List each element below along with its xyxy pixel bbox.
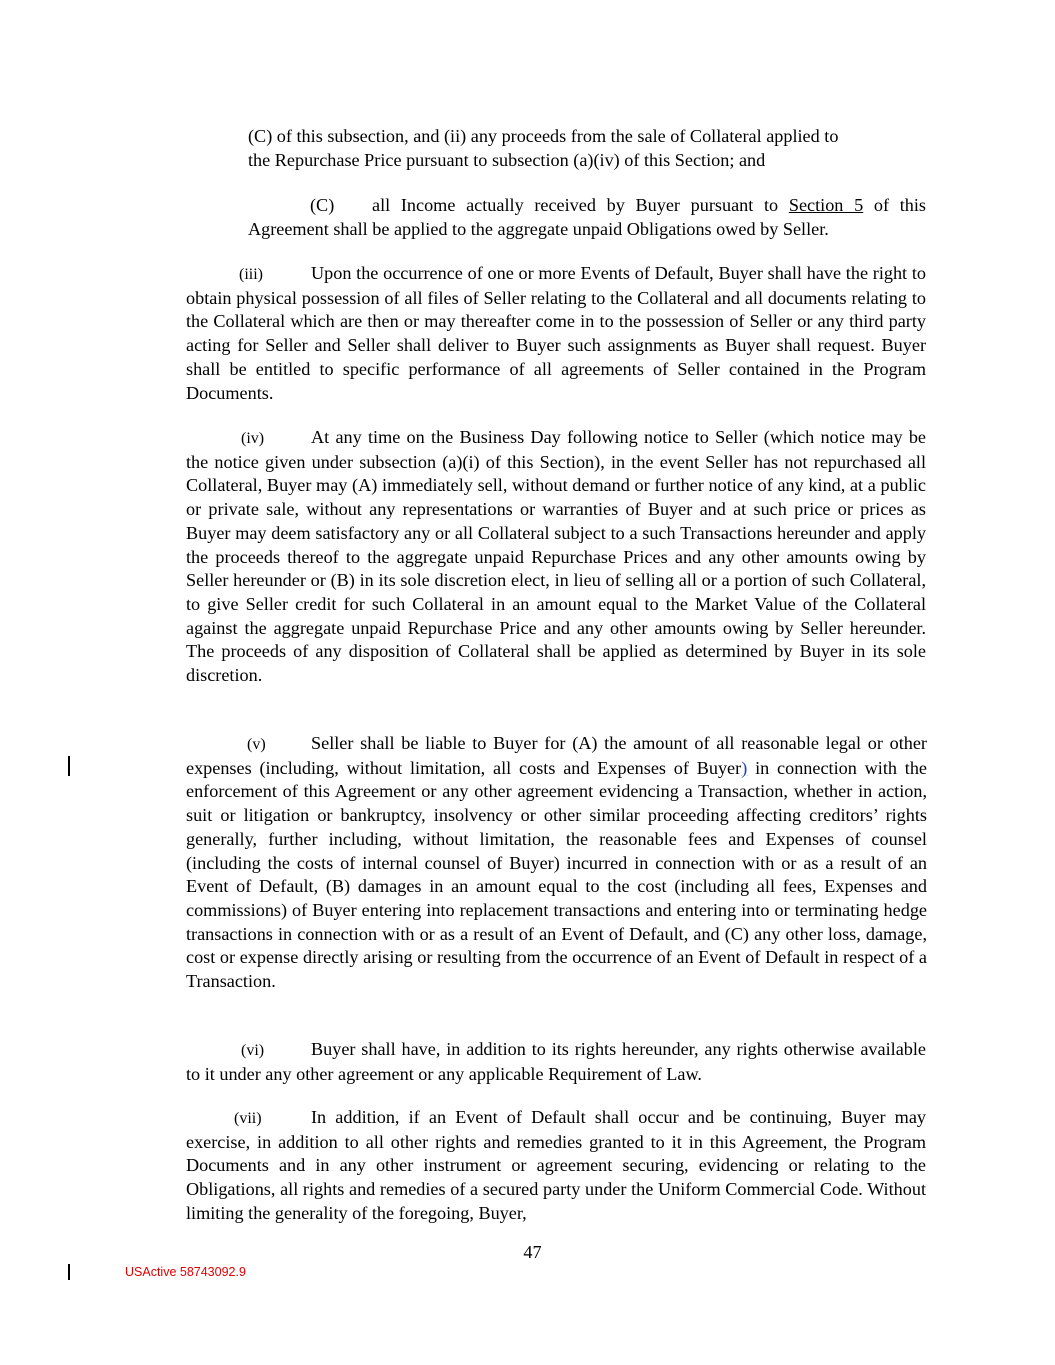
inserted-parenthesis: ) <box>741 757 748 778</box>
clause-iii-label: (iii) <box>239 266 263 283</box>
document-id-text: USActive 58743092.9 <box>125 1265 246 1279</box>
document-id-footer <box>125 1264 246 1280</box>
clause-iv-label: (iv) <box>241 430 265 447</box>
clause-vi <box>186 1038 926 1086</box>
clause-iv-text: At any time on the Business Day following notice to Seller (which notice may be the notice given under subsection (a)(i) of this Section), in the event Seller has not repurchased all Collateral, Buyer may (A) immediately sell, without demand or further notice of any kind, at a public or private sale, without any representations or warranties of Buyer and at such price or prices as Buyer may deem satisfactory any or all Collateral subject to a such Transactions hereunder and apply the proceeds thereof to the aggregate unpaid Repurchase Prices and any other amounts owing by Seller hereunder or (B) in its sole discretion elect, in lieu of selling all or a portion of such Collateral, to give Seller credit for such Collateral in an amount equal to the Market Value of the Collateral against the aggregate unpaid Repurchase Price and any other amounts owing by Seller hereunder. The proceeds of any disposition of Collateral shall be applied as determined by Buyer in its sole discretion. <box>186 427 926 686</box>
clause-c-text-before: all Income actually received by Buyer pursuant to <box>372 195 789 215</box>
continuation-paragraph <box>248 125 928 172</box>
clause-vii-text: In addition, if an Event of Default shall occur and be continuing, Buyer may exercise, in addition to all other rights and remedies granted to it in this Agreement, the Program Documents and in any other instrument or agreement securing, evidencing or relating to the Obligations, all rights and remedies of a secured party under the Uniform Commercial Code. Without limiting the generality of the foregoing, Buyer, <box>186 1107 926 1223</box>
clause-c-label: (C) <box>310 195 335 215</box>
clause-iii <box>186 262 926 405</box>
continuation-line-1: (C) of this subsection, and (ii) any proceeds from the sale of Collateral applied to <box>248 126 839 146</box>
clause-v-text-after: in connection with the enforcement of this Agreement or any other agreement evidencing a Transaction, whether in action, suit or litigation or bankruptcy, insolvency or other similar proceeding affecting creditors’ rights generally, further including, without limitation, the reasonable fees and Expenses of counsel (including the costs of internal counsel of Buyer) incurred in connection with or as a result of an Event of Default, (B) damages in an amount equal to the cost (including all fees, Expenses and commissions) of Buyer entering into replacement transactions and entering into or terminating hedge transactions in connection with or as a result of an Event of Default, and (C) any other loss, damage, cost or expense directly arising or resulting from the occurrence of an Event of Default in respect of a Transaction. <box>186 757 927 992</box>
page-number: 47 <box>523 1242 542 1262</box>
clause-vi-text: Buyer shall have, in addition to its rights hereunder, any rights otherwise available to it under any other agreement or any applicable Requirement of Law. <box>186 1039 926 1084</box>
footer-change-bar <box>68 1264 70 1280</box>
clause-v-label: (v) <box>247 736 266 753</box>
revision-change-bar <box>68 756 70 776</box>
clause-c-text-after: of this Agreement shall be applied to the aggregate unpaid Obligations owed by Seller. <box>248 195 926 239</box>
clause-vi-label: (vi) <box>241 1042 265 1059</box>
clause-v <box>186 732 927 994</box>
clause-iv <box>186 426 926 688</box>
clause-vii <box>186 1106 926 1226</box>
clause-iii-text: Upon the occurrence of one or more Events of Default, Buyer shall have the right to obtain physical possession of all files of Seller relating to the Collateral and all documents relating to the Collateral which are then or may thereafter come in to the possession of Seller or any third party acting for Seller and Seller shall deliver to Buyer such assignments as Buyer shall request. Buyer shall be entitled to specific performance of all agreements of Seller contained in the Program Documents. <box>186 263 926 403</box>
clause-c <box>248 194 926 241</box>
clause-vii-label: (vii) <box>234 1110 262 1127</box>
continuation-line-2: the Repurchase Price pursuant to subsection (a)(iv) of this Section; and <box>248 149 766 170</box>
clause-v-text-before: Seller shall be liable to Buyer for (A) the amount of all reasonable legal or other expenses (including, without limitation, all costs and Expenses of Buyer <box>186 733 927 778</box>
section-5-reference: Section 5 <box>788 195 864 215</box>
